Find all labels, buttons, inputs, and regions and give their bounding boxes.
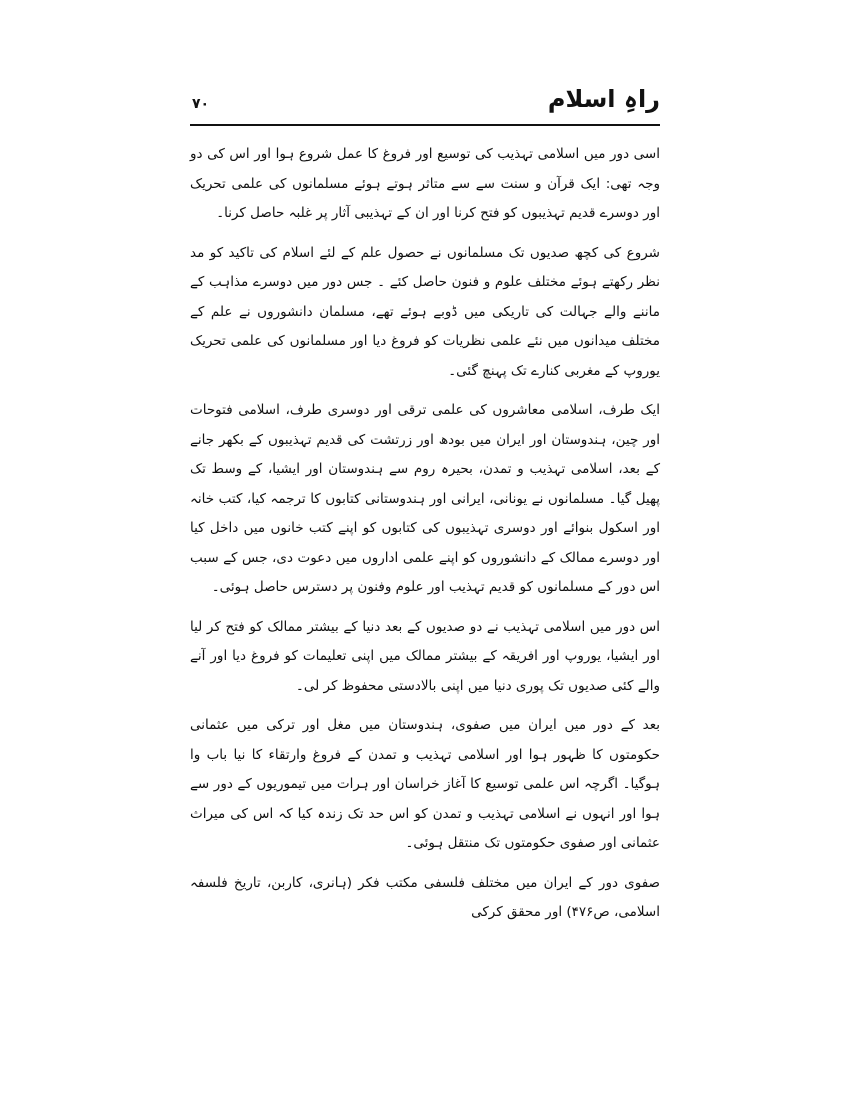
paragraph-2: شروع کی کچھ صدیوں تک مسلمانوں نے حصول علم کے لئے اسلام کی تاکید کو مد نظر رکھتے ہوئے مختلف علوم و فنون حاصل کئے ۔ جس دور میں دوسرے مذاہب کے ماننے والے جہالت کی تاریکی میں ڈوبے ہوئے تھے، مسلمان دانشوروں نے علم کے مختلف میدانوں میں نئے علمی نظریات کو فروغ دیا اور مسلمانوں کی علمی تحریک یوروپ کے مغربی کنارے تک پہنچ گئی۔ <box>190 244 660 379</box>
page-number: ۷۰ <box>192 96 210 112</box>
paragraph-6: صفوی دور کے ایران میں مختلف فلسفی مکتب فکر (ہانری، کاربن، تاریخ فلسفہ اسلامی، ص۴۷۶) اور محقق کرکی <box>190 874 660 920</box>
paragraph-3: ایک طرف، اسلامی معاشروں کی علمی ترقی اور دوسری طرف، اسلامی فتوحات اور چین، ہندوستان اور ایران میں بودھ اور زرتشت کی قدیم تہذیبوں کے بکھر جانے کے بعد، اسلامی تہذیب و تمدن، بحیرہ روم سے ہندوستان اور ایشیا، کے وسط تک پھیل گیا۔ مسلمانوں نے یونانی، ایرانی اور ہندوستانی کتابوں کا ترجمہ کیا، کتب خانہ اور اسکول بنوائے اور دوسری تہذیبوں کی کتابوں کو اپنے کتب خانوں میں داخل کیا اور دوسرے ممالک کے دانشوروں کو اپنے علمی اداروں میں دعوت دی، جس کے سبب اس دور کے مسلمانوں کو قدیم تہذیب اور علوم وفنون پر دسترس حاصل ہوئی۔ <box>190 402 660 595</box>
body-text <box>190 140 660 938</box>
paragraph-1: اسی دور میں اسلامی تہذیب کی توسیع اور فروغ کا عمل شروع ہوا اور اس کی دو وجہ تھی: ایک قرآن و سنت سے سے متاثر ہوتے ہوئے مسلمانوں کی علمی تحریک اور دوسرے قدیم تہذیبوں کو فتح کرنا اور ان کے تہذیبی آثار پر غلبہ حاصل کرنا۔ <box>190 146 660 221</box>
book-title: راہِ اسلام <box>547 85 660 113</box>
paragraph-5: بعد کے دور میں ایران میں صفوی، ہندوستان میں مغل اور ترکی میں عثمانی حکومتوں کا ظہور ہوا اور اسلامی تہذیب و تمدن کے فروغ وارتقاء کا نیا باب وا ہوگیا۔ اگرچہ اس علمی توسیع کا آغاز خراسان اور ہرات میں تیموریوں کے دور سے ہوا اور انہوں نے اسلامی تہذیب و تمدن کو اس حد تک زندہ کیا کہ اس کی میراث عثمانی اور صفوی حکومتوں تک منتقل ہوئی۔ <box>190 717 660 851</box>
page-header <box>190 84 660 124</box>
header-divider <box>190 124 660 126</box>
paragraph-4: اس دور میں اسلامی تہذیب نے دو صدیوں کے بعد دنیا کے بیشتر ممالک کو فتح کر لیا اور ایشیا، یوروپ اور افریقہ کے بیشتر ممالک میں اپنی تعلیمات کو فروغ دیا اور آنے والے کئی صدیوں تک پوری دنیا میں اپنی بالادستی محفوظ کر لی۔ <box>190 618 660 694</box>
